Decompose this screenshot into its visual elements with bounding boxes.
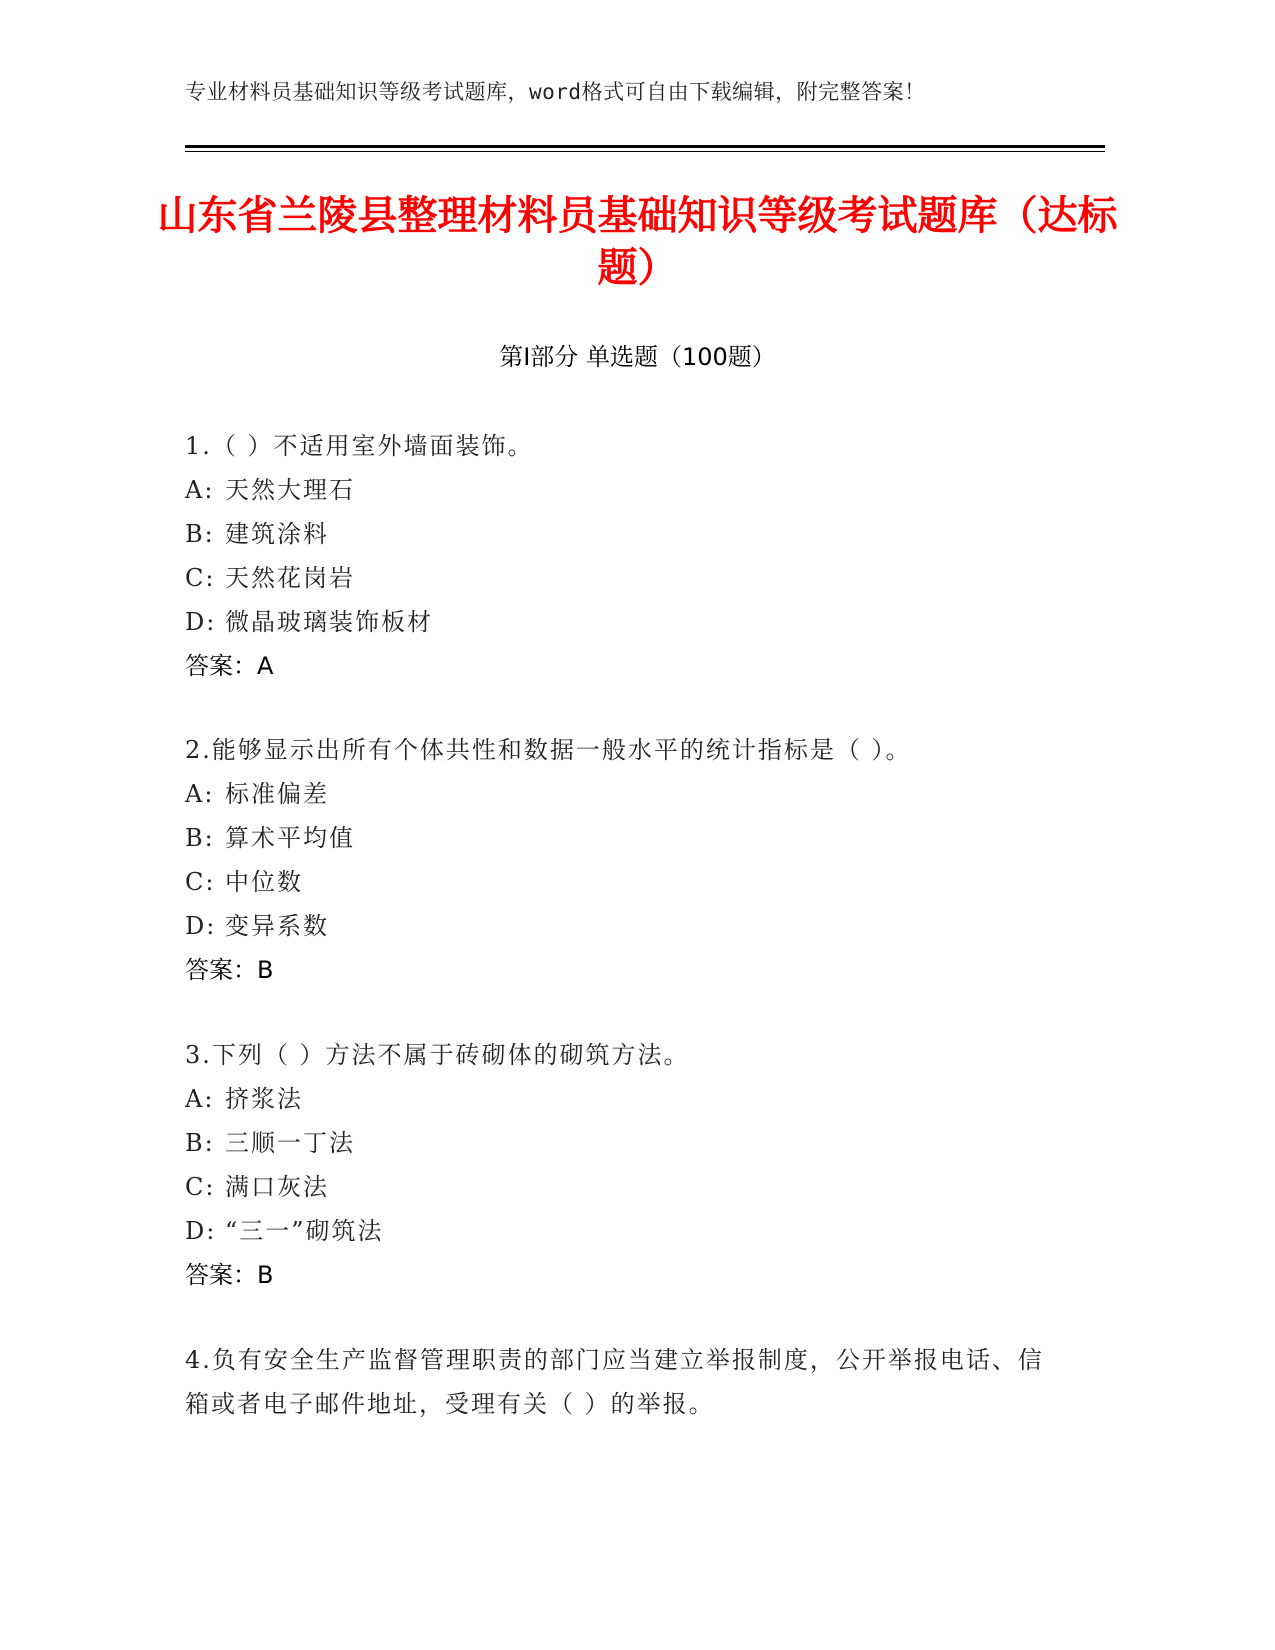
answer-label: 答案： xyxy=(185,956,257,984)
option-key: D: xyxy=(185,608,217,636)
option-key: C: xyxy=(185,1173,216,1201)
option-text: 天然花岗岩 xyxy=(225,564,355,592)
answer-line xyxy=(185,948,1065,992)
option-text: 天然大理石 xyxy=(225,476,355,504)
question-number: 3. xyxy=(185,1041,212,1069)
option-d xyxy=(185,904,1065,948)
question-number: 4. xyxy=(185,1346,212,1374)
option-c xyxy=(185,556,1065,600)
option-c xyxy=(185,860,1065,904)
option-key: D: xyxy=(185,912,217,940)
option-text: 三顺一丁法 xyxy=(225,1129,355,1157)
header-divider-thin xyxy=(185,151,1105,152)
answer-value: B xyxy=(257,956,274,984)
question-stem: 负有安全生产监督管理职责的部门应当建立举报制度，公开举报电话、信箱或者电子邮件地址，受理有关（ ）的举报。 xyxy=(185,1346,1044,1418)
option-text: 标准偏差 xyxy=(225,780,329,808)
option-d xyxy=(185,1209,1065,1253)
option-key: A: xyxy=(185,1085,215,1113)
question-stem: 下列（ ）方法不属于砖砌体的砌筑方法。 xyxy=(211,1041,690,1069)
option-text: 微晶玻璃装饰板材 xyxy=(225,608,433,636)
answer-line xyxy=(185,1253,1065,1297)
option-key: C: xyxy=(185,564,216,592)
answer-value: A xyxy=(257,652,274,680)
question-3 xyxy=(185,1033,1065,1297)
option-c xyxy=(185,1165,1065,1209)
option-a xyxy=(185,772,1065,816)
option-d xyxy=(185,600,1065,644)
option-text: 变异系数 xyxy=(225,912,329,940)
question-4 xyxy=(185,1338,1065,1426)
answer-label: 答案： xyxy=(185,1261,257,1289)
question-text xyxy=(185,728,1065,772)
question-1 xyxy=(185,424,1065,688)
option-key: B: xyxy=(185,824,215,852)
option-text: 中位数 xyxy=(225,868,303,896)
question-number: 2. xyxy=(185,736,212,764)
option-key: A: xyxy=(185,476,215,504)
option-key: B: xyxy=(185,1129,215,1157)
option-key: D: xyxy=(185,1217,217,1245)
answer-line xyxy=(185,644,1065,688)
option-b xyxy=(185,816,1065,860)
header-note: 专业材料员基础知识等级考试题库，word格式可自由下载编辑，附完整答案！ xyxy=(185,80,926,104)
option-text: 挤浆法 xyxy=(225,1085,303,1113)
question-2 xyxy=(185,728,1065,992)
question-stem: （ ）不适用室外墙面装饰。 xyxy=(211,432,534,460)
question-text xyxy=(185,1033,1065,1077)
question-text xyxy=(185,1338,1065,1426)
answer-label: 答案： xyxy=(185,652,257,680)
option-text: 满口灰法 xyxy=(225,1173,329,1201)
section-title: 第Ⅰ部分 单选题（100题） xyxy=(499,343,776,371)
option-text: 算术平均值 xyxy=(225,824,355,852)
answer-value: B xyxy=(257,1261,274,1289)
option-text: 建筑涂料 xyxy=(225,520,329,548)
option-a xyxy=(185,1077,1065,1121)
option-key: B: xyxy=(185,520,215,548)
option-b xyxy=(185,1121,1065,1165)
question-number: 1. xyxy=(185,432,212,460)
question-stem: 能够显示出所有个体共性和数据一般水平的统计指标是（ ）。 xyxy=(211,736,912,764)
document-title: 山东省兰陵县整理材料员基础知识等级考试题库（达标题） xyxy=(157,193,1118,291)
question-text xyxy=(185,424,1065,468)
option-b xyxy=(185,512,1065,556)
option-key: A: xyxy=(185,780,215,808)
option-key: C: xyxy=(185,868,216,896)
option-a xyxy=(185,468,1065,512)
option-text: “三一”砌筑法 xyxy=(225,1217,384,1245)
header-divider xyxy=(185,145,1105,148)
